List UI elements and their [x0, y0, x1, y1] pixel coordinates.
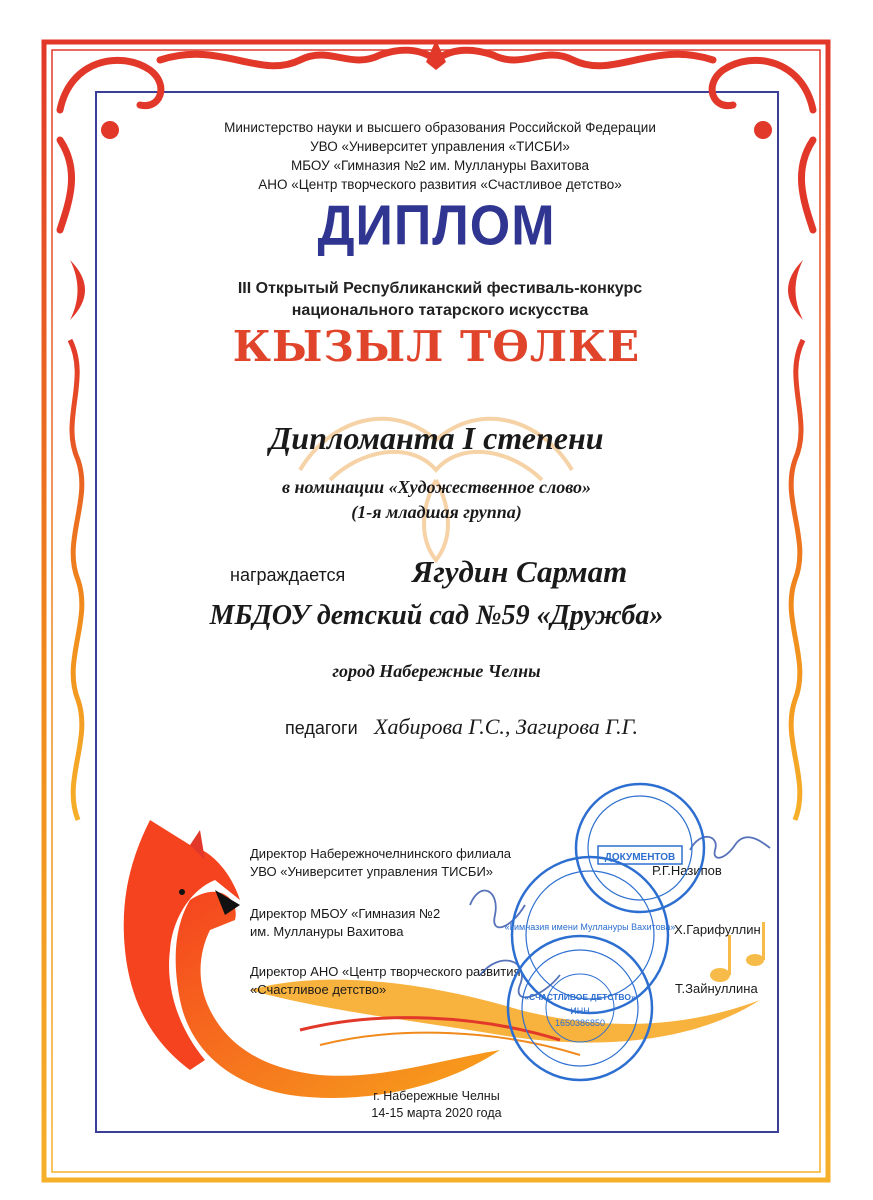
signatory-1-title-line-2: УВО «Университет управления ТИСБИ» — [250, 864, 494, 879]
footer — [0, 1088, 873, 1122]
awarded-label: награждается — [230, 565, 346, 585]
city-name: город Набережные Челны — [332, 661, 541, 681]
signatory-3-title-line-1: Директор АНО «Центр творческого развития — [250, 964, 521, 979]
festival-line-1: III Открытый Республиканский фестиваль-конкурс — [237, 280, 643, 297]
stamp-3-inn: 1650386850 — [554, 1018, 606, 1028]
signatory-1-name: Р.Г.Назипов — [652, 863, 722, 878]
signatory-3-title-line-2: «Счастливое детство» — [250, 982, 387, 997]
degree-heading: Дипломанта I степени — [269, 420, 604, 456]
institution-name: МБДОУ детский сад №59 «Дружба» — [209, 600, 664, 631]
teachers-label: педагоги — [285, 718, 358, 738]
signatory-2-name: Х.Гарифуллин — [674, 922, 761, 937]
org-line-2: УВО «Университет управления «ТИСБИ» — [310, 139, 570, 154]
org-line-3: МБОУ «Гимназия №2 им. Муллануры Вахитова — [290, 158, 590, 173]
signatory-2-title-line-2: им. Муллануры Вахитова — [250, 924, 404, 939]
festival-logo: КЫЗЫЛ ТӨЛКЕ — [232, 322, 641, 371]
festival-line-2: национального татарского искусства — [291, 302, 589, 319]
stamp-3-center-text: «СЧАСТЛИВОЕ ДЕТСТВО» — [524, 992, 636, 1002]
nomination-text: в номинации «Художественное слово» — [281, 477, 592, 497]
stamp-3-inn-label: ИНН — [570, 1006, 590, 1016]
signatory-2-title-line-1: Директор МБОУ «Гимназия №2 — [250, 906, 441, 921]
stamp-2-center-text: «Гимназия имени Муллануры Вахитова» — [504, 922, 676, 932]
org-line-1: Министерство науки и высшего образования Российской Федерации — [224, 120, 656, 135]
footer-place: г. Набережные Челны — [373, 1089, 500, 1103]
awardee-name: Ягудин Сармат — [412, 554, 628, 589]
footer-date: 14-15 марта 2020 года — [371, 1106, 502, 1120]
group-text: (1-я младшая группа) — [351, 502, 522, 522]
teachers-names: Хабирова Г.С., Загирова Г.Г. — [374, 714, 639, 739]
org-line-4: АНО «Центр творческого развития «Счастливое детство» — [258, 177, 622, 192]
stamp-gymnasium — [512, 857, 668, 1013]
stamp-documents — [576, 784, 704, 912]
diploma-title: ДИПЛОМ — [317, 194, 556, 258]
signatory-1-title-line-1: Директор Набережночелнинского филиала — [250, 846, 512, 861]
stamp-1-center-text: ДОКУМЕНТОВ — [604, 852, 676, 863]
signatory-3-name: Т.Зайнуллина — [675, 981, 758, 996]
